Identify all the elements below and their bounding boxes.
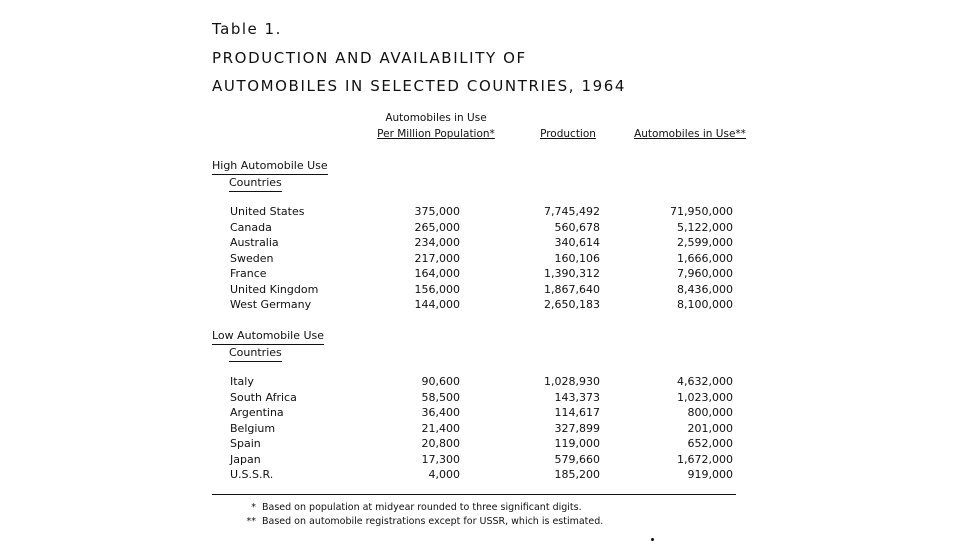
per-million-value: 217,000 [414,251,460,265]
production-value: 185,200 [554,468,600,481]
table-row [0,251,968,267]
in-use-value: 1,672,000 [677,452,733,466]
column-header-in-use-label: Automobiles in Use** [634,128,746,140]
country-name: Belgium [230,421,276,435]
footnote-mark: * [251,502,256,513]
in-use-value: 1,023,000 [677,390,733,404]
production-value: 1,867,640 [544,282,600,296]
table-row [0,390,968,406]
production-value: 119,000 [554,437,600,450]
table-row [0,374,968,390]
in-use-value: 71,950,000 [670,205,733,218]
production-value: 2,650,183 [544,298,600,311]
country-name: United States [230,205,305,218]
per-million-value: 21,400 [421,421,460,435]
in-use-value: 8,436,000 [677,282,733,296]
production-value: 114,617 [554,406,600,419]
per-million-value: 234,000 [414,236,460,249]
column-header-in-use [620,126,760,142]
column-header-production-label: Production [540,128,596,140]
in-use-value: 800,000 [687,406,733,419]
column-header-production [528,126,608,142]
table-label: Table 1. [212,20,282,38]
country-name: Canada [230,220,272,234]
footnote-1 [242,501,582,515]
table-row [0,220,968,236]
in-use-value: 201,000 [687,421,733,435]
group-header-high-line-1: High Automobile Use [212,158,328,175]
production-value: 560,678 [554,220,600,234]
country-name: United Kingdom [230,282,319,296]
group-header-high-line-2: Countries [229,175,282,192]
group-header-low-line-2: Countries [229,345,282,362]
production-value: 340,614 [554,236,600,249]
footnote-mark: ** [246,516,256,527]
group-header-low-line-1: Low Automobile Use [212,328,324,345]
in-use-value: 919,000 [687,468,733,481]
table-row [0,297,968,313]
table-row [0,405,968,421]
in-use-value: 1,666,000 [677,251,733,265]
table-title-line-2: AUTOMOBILES IN SELECTED COUNTRIES, 1964 [212,77,627,95]
country-name: South Africa [230,390,297,404]
in-use-value: 7,960,000 [677,267,733,280]
country-name: Australia [230,236,279,249]
production-value: 143,373 [554,390,600,404]
table-row [0,467,968,483]
per-million-value: 90,600 [421,375,460,388]
country-name: West Germany [230,298,312,311]
per-million-value: 20,800 [421,437,460,450]
country-name: Japan [230,452,261,466]
footnote-text: Based on automobile registrations except for USSR, which is estimated. [262,516,604,527]
country-name: U.S.S.R. [230,468,274,481]
per-million-value: 58,500 [421,390,460,404]
table-row [0,266,968,282]
table-title-line-1: PRODUCTION AND AVAILABILITY OF [212,49,527,67]
per-million-value: 164,000 [414,267,460,280]
in-use-value: 5,122,000 [677,220,733,234]
group-header-low [212,328,324,362]
footnote-text: Based on population at midyear rounded to three significant digits. [262,502,582,513]
per-million-value: 36,400 [421,406,460,419]
country-name: Spain [230,437,261,450]
production-value: 1,390,312 [544,267,600,280]
column-header-per-million-line-2: Per Million Population* [377,128,495,140]
table-row [0,204,968,220]
column-header-per-million-line-1: Automobiles in Use [385,112,487,124]
table-row [0,452,968,468]
country-name: France [230,267,267,280]
country-name: Italy [230,375,254,388]
per-million-value: 17,300 [421,452,460,466]
in-use-value: 2,599,000 [677,236,733,249]
production-value: 327,899 [554,421,600,435]
footnote-2 [242,515,603,529]
table-row [0,421,968,437]
per-million-value: 375,000 [414,205,460,218]
table-row [0,436,968,452]
group-header-high [212,158,328,192]
table-row [0,235,968,251]
in-use-value: 4,632,000 [677,375,733,388]
per-million-value: 265,000 [414,220,460,234]
production-value: 7,745,492 [544,205,600,218]
scan-speck [651,538,654,541]
in-use-value: 652,000 [687,437,733,450]
country-name: Argentina [230,406,284,419]
footnote-divider [212,494,736,495]
per-million-value: 156,000 [414,282,460,296]
table-row [0,282,968,298]
column-header-per-million [356,110,516,142]
production-value: 579,660 [554,452,600,466]
in-use-value: 8,100,000 [677,298,733,311]
per-million-value: 4,000 [428,468,460,481]
per-million-value: 144,000 [414,298,460,311]
production-value: 1,028,930 [544,375,600,388]
country-name: Sweden [230,251,274,265]
production-value: 160,106 [554,251,600,265]
